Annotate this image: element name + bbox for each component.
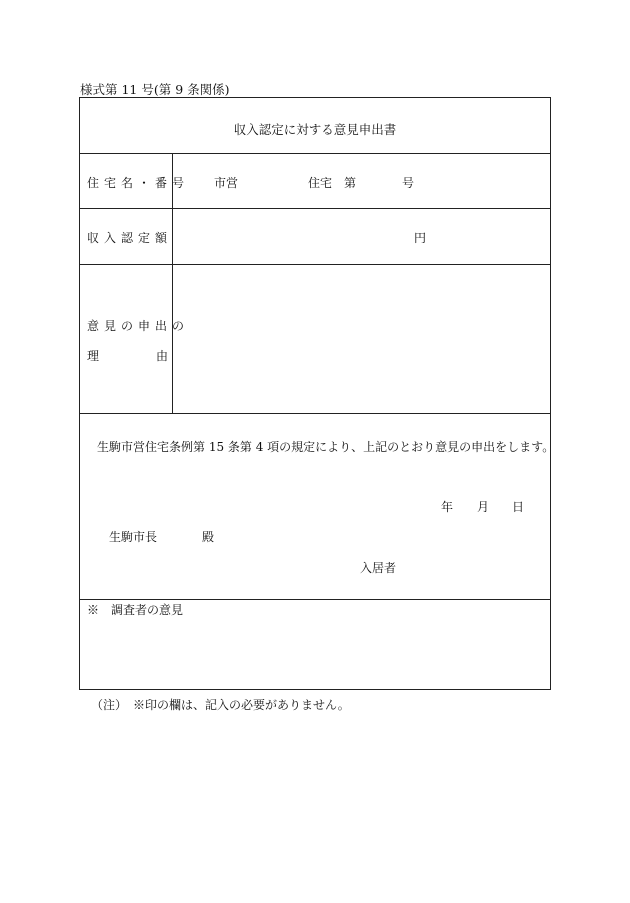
row-divider-declaration bbox=[80, 599, 550, 600]
housing-number-field[interactable] bbox=[362, 170, 398, 190]
housing-type-text: 住宅 bbox=[308, 176, 333, 190]
housing-label: 住宅名・番号 bbox=[87, 176, 190, 190]
date-year-label: 年 bbox=[441, 500, 454, 514]
reason-label-ri: 理 bbox=[87, 349, 100, 363]
date-month-label: 月 bbox=[477, 500, 490, 514]
income-unit: 円 bbox=[414, 231, 427, 245]
investigator-opinion-field bbox=[87, 620, 542, 682]
housing-number-suffix: 号 bbox=[402, 176, 415, 190]
row-divider-income bbox=[80, 264, 550, 265]
income-amount-field[interactable] bbox=[190, 225, 400, 245]
footnote: （注） ※印の欄は、記入の必要がありません。 bbox=[91, 698, 350, 712]
row-divider-reason bbox=[80, 413, 550, 414]
income-label: 収入認定額 bbox=[87, 231, 173, 245]
row-divider-housing bbox=[80, 208, 550, 209]
row-divider-title bbox=[80, 153, 550, 154]
housing-city-text: 市営 bbox=[214, 176, 239, 190]
reason-text-area[interactable] bbox=[180, 272, 540, 402]
applicant-label: 入居者 bbox=[360, 561, 397, 575]
applicant-name-field[interactable] bbox=[402, 555, 532, 575]
investigator-label: ※ 調査者の意見 bbox=[87, 603, 184, 617]
housing-name-field[interactable] bbox=[240, 170, 302, 190]
label-column-divider bbox=[172, 153, 173, 413]
reason-label: 意見の申出の bbox=[87, 319, 190, 333]
reason-label-yu: 由 bbox=[156, 349, 169, 363]
date-day-label: 日 bbox=[512, 500, 525, 514]
housing-number-prefix: 第 bbox=[344, 176, 357, 190]
addressee-honorific: 殿 bbox=[202, 530, 215, 544]
form-title: 収入認定に対する意見申出書 bbox=[233, 122, 397, 137]
form-number: 様式第 11 号(第 9 条関係) bbox=[80, 82, 230, 97]
addressee: 生駒市長 bbox=[109, 530, 158, 544]
application-form-frame bbox=[79, 97, 555, 690]
declaration-statement: 生駒市営住宅条例第 15 条第 4 項の規定により、上記のとおり意見の申出をします。 bbox=[97, 440, 555, 454]
